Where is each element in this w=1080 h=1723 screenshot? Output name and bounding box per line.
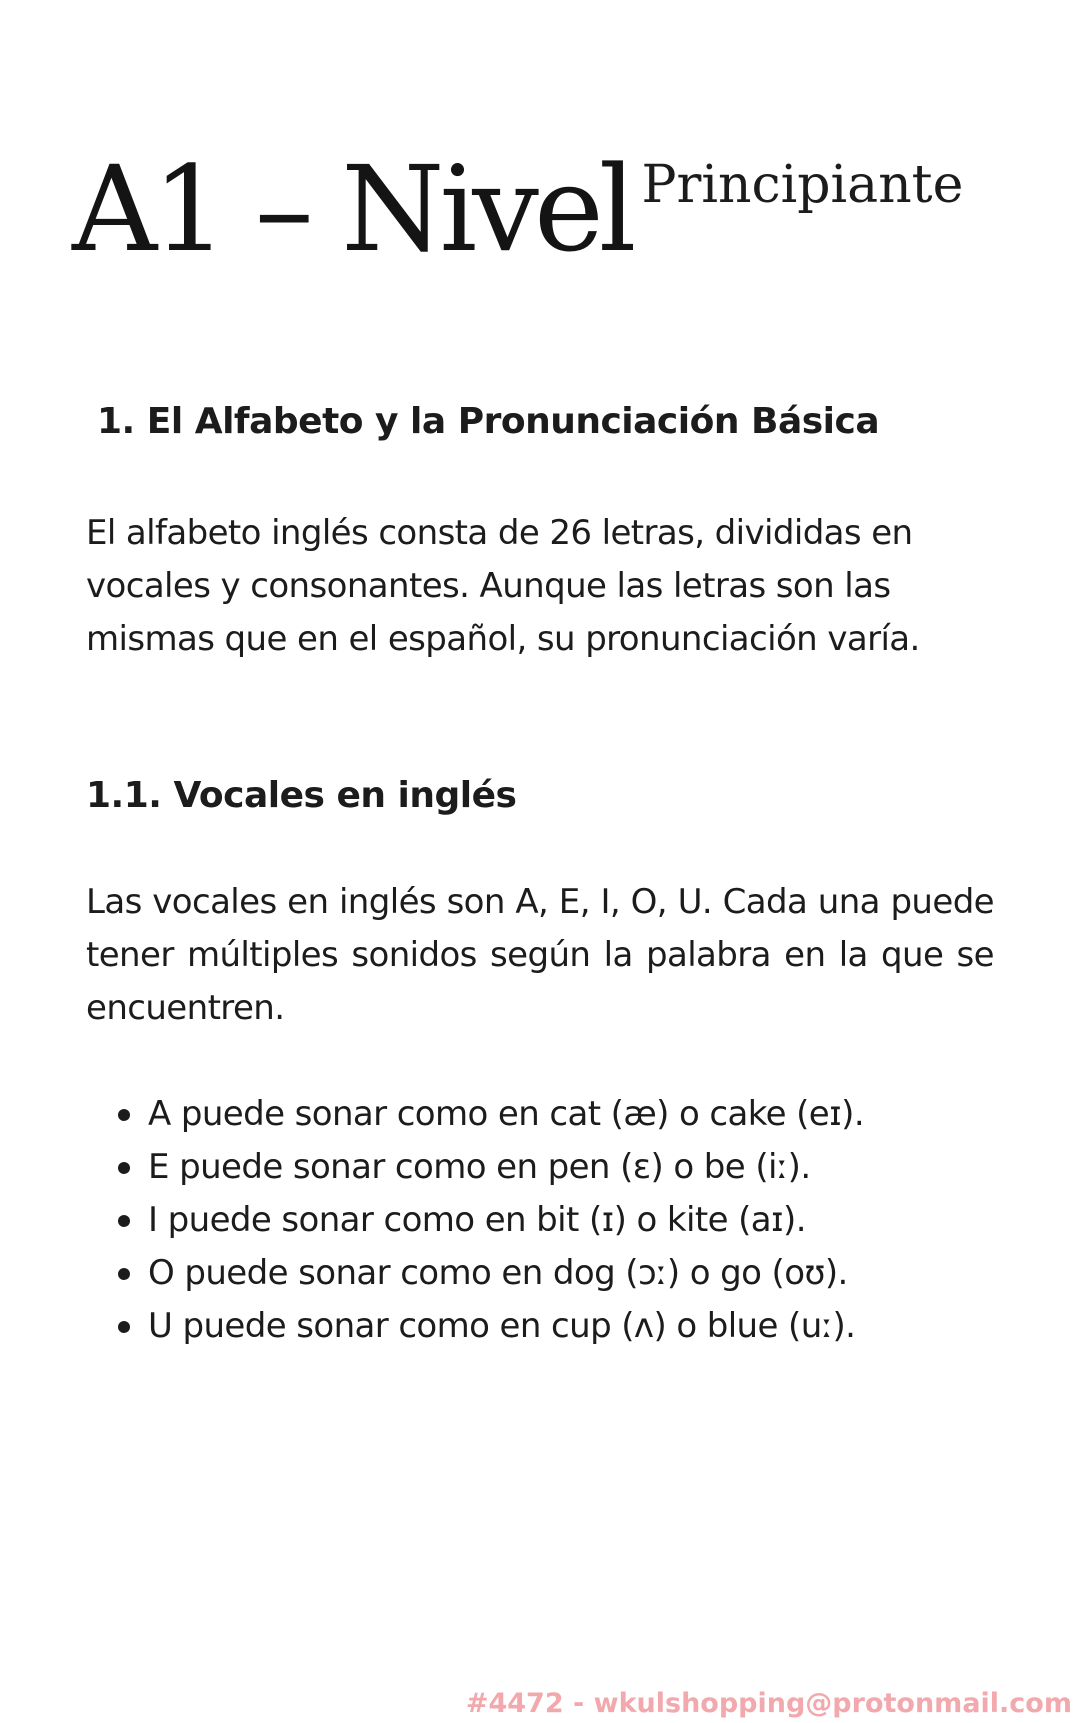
vowels-paragraph: Las vocales en inglés son A, E, I, O, U. Cada una puede tener múltiples sonidos según la palabra en la que se encuentren. bbox=[86, 882, 994, 1028]
bullet-icon bbox=[118, 1268, 130, 1280]
list-item bbox=[118, 1088, 864, 1141]
list-item-text: A puede sonar como en cat (æ) o cake (eɪ). bbox=[148, 1094, 865, 1134]
list-item-text: O puede sonar como en dog (ɔː) o go (oʊ). bbox=[148, 1253, 848, 1293]
title-subtitle: Principiante bbox=[641, 155, 964, 215]
bullet-icon bbox=[118, 1109, 130, 1121]
bullet-icon bbox=[118, 1215, 130, 1227]
bullet-icon bbox=[118, 1162, 130, 1174]
list-item bbox=[118, 1194, 864, 1247]
alphabet-paragraph: El alfabeto inglés consta de 26 letras, divididas en vocales y consonantes. Aunque las letras son las mismas que en el español, su pronunciación varía. bbox=[86, 513, 920, 659]
list-item bbox=[118, 1247, 864, 1300]
list-item-text: E puede sonar como en pen (ɛ) o be (iː). bbox=[148, 1147, 811, 1187]
page-title bbox=[72, 140, 964, 278]
list-item bbox=[118, 1141, 864, 1194]
watermark: #4472 - wkulshopping@protonmail.com bbox=[465, 1688, 1072, 1719]
vowel-list bbox=[118, 1088, 864, 1353]
list-item-text: U puede sonar como en cup (ʌ) o blue (uː). bbox=[148, 1306, 856, 1346]
subsection-heading-vowels: 1.1. Vocales en inglés bbox=[86, 775, 517, 816]
bullet-icon bbox=[118, 1321, 130, 1333]
title-main: A1 – Nivel bbox=[72, 140, 632, 278]
section-heading-alphabet: 1. El Alfabeto y la Pronunciación Básica bbox=[97, 401, 880, 442]
list-item-text: I puede sonar como en bit (ɪ) o kite (aɪ). bbox=[148, 1200, 806, 1240]
list-item bbox=[118, 1300, 864, 1353]
